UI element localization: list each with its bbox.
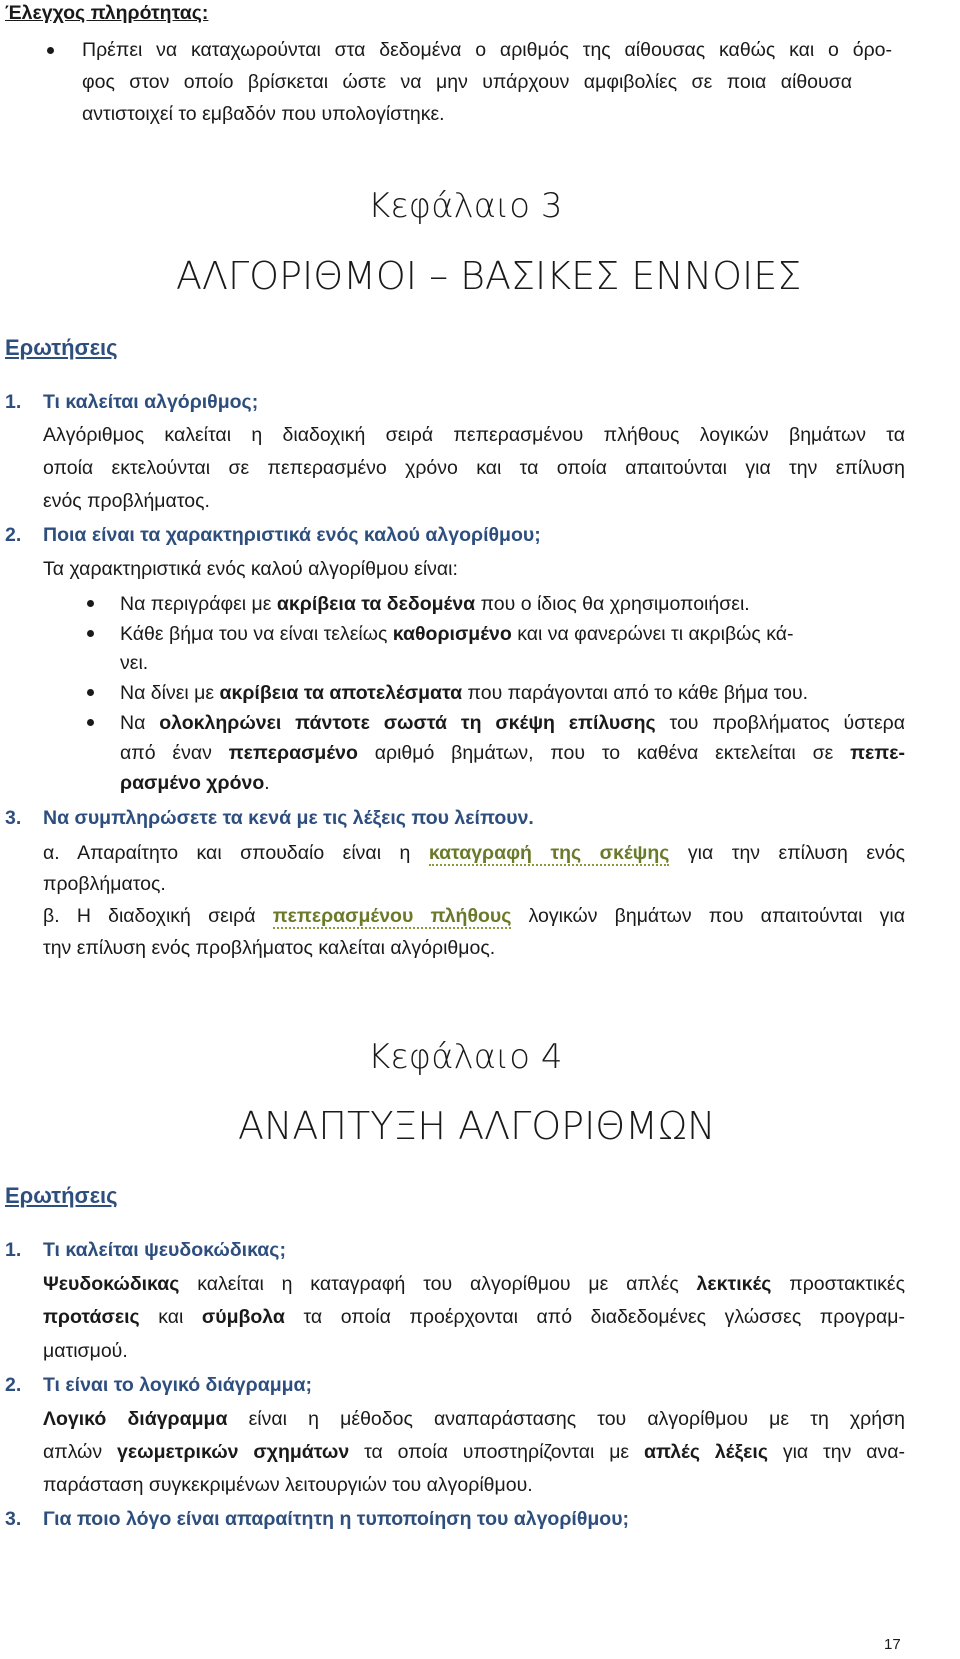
feature-item-cont: νει.	[120, 652, 149, 674]
answer-line: παράσταση συγκεκριμένων λειτουργιών του αλγορίθμου.	[43, 1474, 533, 1496]
fill-in-line-cont: προβλήματος.	[43, 873, 166, 895]
question-number: 1.	[5, 391, 22, 413]
bullet-icon	[87, 719, 94, 726]
chapter-4-label: Κεφάλαιο 4	[368, 1037, 563, 1077]
question-text: Τι είναι το λογικό διάγραμμα;	[43, 1374, 313, 1396]
filled-blank: καταγραφή της σκέψης	[428, 842, 670, 864]
questions-heading: Ερωτήσεις	[5, 335, 118, 360]
question-text: Για ποιο λόγο είναι απαραίτητη η τυποποίηση του αλγορίθμου;	[43, 1508, 630, 1530]
answer-line: απλών γεωμετρικών σχημάτων τα οποία υποστηρίζονται με απλές λέξεις για την ανα-	[43, 1441, 906, 1463]
question-number: 3.	[5, 1508, 22, 1530]
question-text: Ποια είναι τα χαρακτηριστικά ενός καλού αλγορίθμου;	[43, 524, 541, 546]
chapter-3-title: ΑΛΓΟΡΙΘΜΟΙ – ΒΑΣΙΚΕΣ ΕΝΝΟΙΕΣ	[176, 254, 802, 298]
answer-line: ματισμού.	[43, 1340, 128, 1362]
chapter-4-title: ΑΝΑΠΤΥΞΗ ΑΛΓΟΡΙΘΜΩΝ	[238, 1104, 716, 1148]
check-line-3: αντιστοιχεί το εμβαδόν που υπολογίστηκε.	[82, 103, 445, 125]
question-number: 3.	[5, 807, 22, 829]
answer-line: Λογικό διάγραμμα είναι η μέθοδος αναπαράστασης του αλγορίθμου με τη χρήση	[43, 1408, 905, 1430]
chapter-3-label: Κεφάλαιο 3	[368, 186, 563, 226]
bullet-icon	[87, 600, 94, 607]
question-number: 2.	[5, 524, 22, 546]
answer-line: Ψευδοκώδικας καλείται η καταγραφή του αλγορίθμου με απλές λεκτικές προστακτικές	[43, 1273, 906, 1295]
feature-item: Να δίνει με ακρίβεια τα αποτελέσματα που παράγονται από το κάθε βήμα του.	[120, 682, 809, 704]
feature-item: Κάθε βήμα του να είναι τελείως καθορισμένο και να φανερώνει τι ακριβώς κά-	[120, 623, 794, 645]
feature-item: Να περιγράφει με ακρίβεια τα δεδομένα που ο ίδιος θα χρησιμοποιήσει.	[120, 593, 750, 615]
question-text: Τι καλείται ψευδοκώδικας;	[43, 1239, 286, 1261]
question-text: Να συμπληρώσετε τα κενά με τις λέξεις που λείπουν.	[43, 807, 534, 829]
answer-intro: Τα χαρακτηριστικά ενός καλού αλγορίθμου είναι:	[43, 558, 458, 580]
filled-blank: πεπερασμένου πλήθους	[272, 905, 512, 927]
bullet-icon	[87, 689, 94, 696]
answer-line: προτάσεις και σύμβολα τα οποία προέρχονται από διαδεδομένες γλώσσες προγραμ-	[43, 1306, 905, 1328]
questions-heading: Ερωτήσεις	[5, 1183, 118, 1208]
check-title: Έλεγχος πληρότητας:	[5, 2, 209, 24]
fill-in-line: β. Η διαδοχική σειρά πεπερασμένου πλήθους λογικών βημάτων που απαιτούνται για	[43, 905, 905, 927]
feature-item-cont: από έναν πεπερασμένο αριθμό βημάτων, που το καθένα εκτελείται σε πεπε-	[120, 742, 905, 764]
check-line-2: φος στον οποίο βρίσκεται ώστε να μην υπάρχουν αμφιβολίες σε ποια αίθουσα	[82, 71, 852, 93]
bullet-icon	[87, 630, 94, 637]
bullet-icon	[47, 47, 54, 54]
fill-in-line-cont: την επίλυση ενός προβλήματος καλείται αλγόριθμος.	[43, 937, 496, 959]
answer-line: Αλγόριθμος καλείται η διαδοχική σειρά πεπερασμένου πλήθους λογικών βημάτων τα	[43, 424, 905, 446]
feature-item-cont: ρασμένο χρόνο.	[120, 772, 270, 794]
answer-line: οποία εκτελούνται σε πεπερασμένο χρόνο και τα οποία απαιτούνται για την επίλυση	[43, 457, 905, 479]
question-text: Τι καλείται αλγόριθμος;	[43, 391, 259, 413]
answer-line: ενός προβλήματος.	[43, 490, 210, 512]
question-number: 2.	[5, 1374, 22, 1396]
check-line-1: Πρέπει να καταχωρούνται στα δεδομένα ο αριθμός της αίθουσας καθώς και ο όρο-	[82, 39, 892, 61]
page-number: 17	[884, 1636, 901, 1653]
feature-item: Να ολοκληρώνει πάντοτε σωστά τη σκέψη επίλυσης του προβλήματος ύστερα	[120, 712, 906, 734]
fill-in-line: α. Απαραίτητο και σπουδαίο είναι η καταγραφή της σκέψης για την επίλυση ενός	[43, 842, 905, 864]
question-number: 1.	[5, 1239, 22, 1261]
